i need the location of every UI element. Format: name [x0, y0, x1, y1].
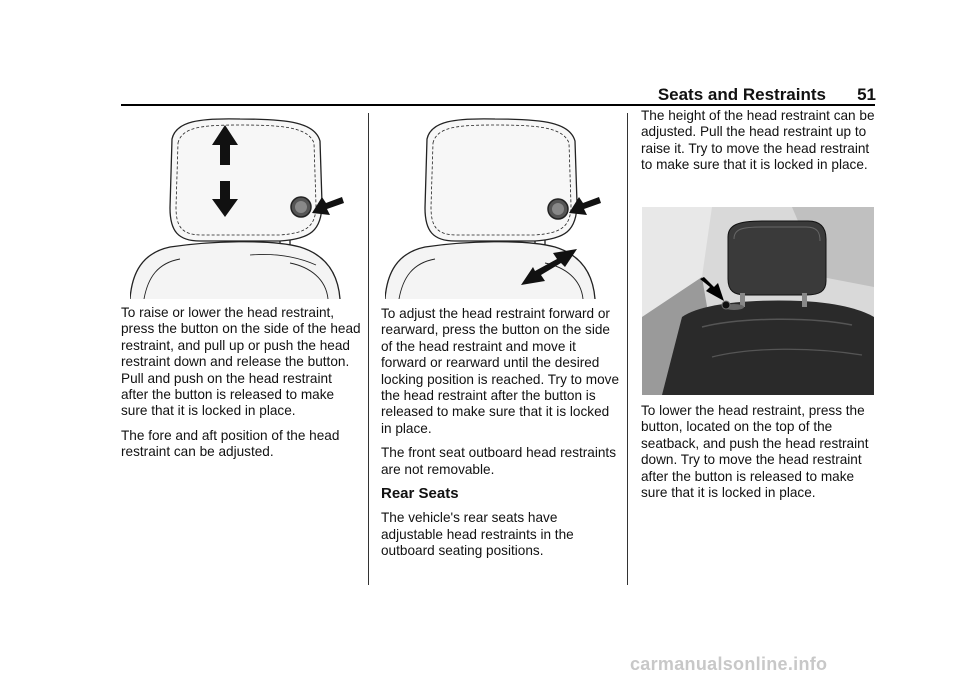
- watermark: carmanualsonline.info: [630, 654, 828, 674]
- rear-seat-head-restraint-figure: [642, 207, 874, 395]
- section-title: Seats and Restraints: [657, 85, 826, 104]
- header-rule: [121, 104, 875, 106]
- column-divider-2: [627, 113, 628, 585]
- col1-paragraph-2: The fore and aft position of the head restraint can be adjusted.: [121, 427, 340, 460]
- column-2: [381, 306, 619, 568]
- col2-paragraph-3: The vehicle's rear seats have adjustable head restraints in the outboard seating positions.: [381, 510, 574, 559]
- col2-paragraph-1: To adjust the head restraint forward or rearward, press the button on the side of the head restraint and move it forward or rearward until the desired locking position is reached. Try to move the head restraint after the button is released to make sure that it is locked in place.: [381, 306, 620, 436]
- rear-seats-heading: Rear Seats: [381, 485, 459, 503]
- column-3-top: [641, 108, 876, 182]
- column-divider-1: [368, 113, 369, 585]
- head-restraint-updown-figure: [130, 113, 350, 299]
- col2-paragraph-2: The front seat outboard head restraints are not removable.: [381, 445, 617, 477]
- col1-paragraph-1: To raise or lower the head restraint, press the button on the side of the head restraint, and pull up or push the head restraint down and release the button. Pull and push on the head restraint after the button is released to make sure that it is locked in place.: [121, 305, 361, 419]
- page-number: 51: [857, 85, 876, 104]
- head-restraint-foreaft-figure: [385, 113, 610, 299]
- column-1: [121, 305, 361, 469]
- column-3-bottom: [641, 403, 876, 509]
- col3-paragraph-2: To lower the head restraint, press the button, located on the top of the seatback, and push the head restraint down. Try to move the head restraint after the button is released to make sure that it is locked in place.: [641, 403, 869, 501]
- col3-paragraph-1: The height of the head restraint can be adjusted. Pull the head restraint up to raise it. Try to move the head restraint to make sure that it is locked in place.: [641, 108, 875, 173]
